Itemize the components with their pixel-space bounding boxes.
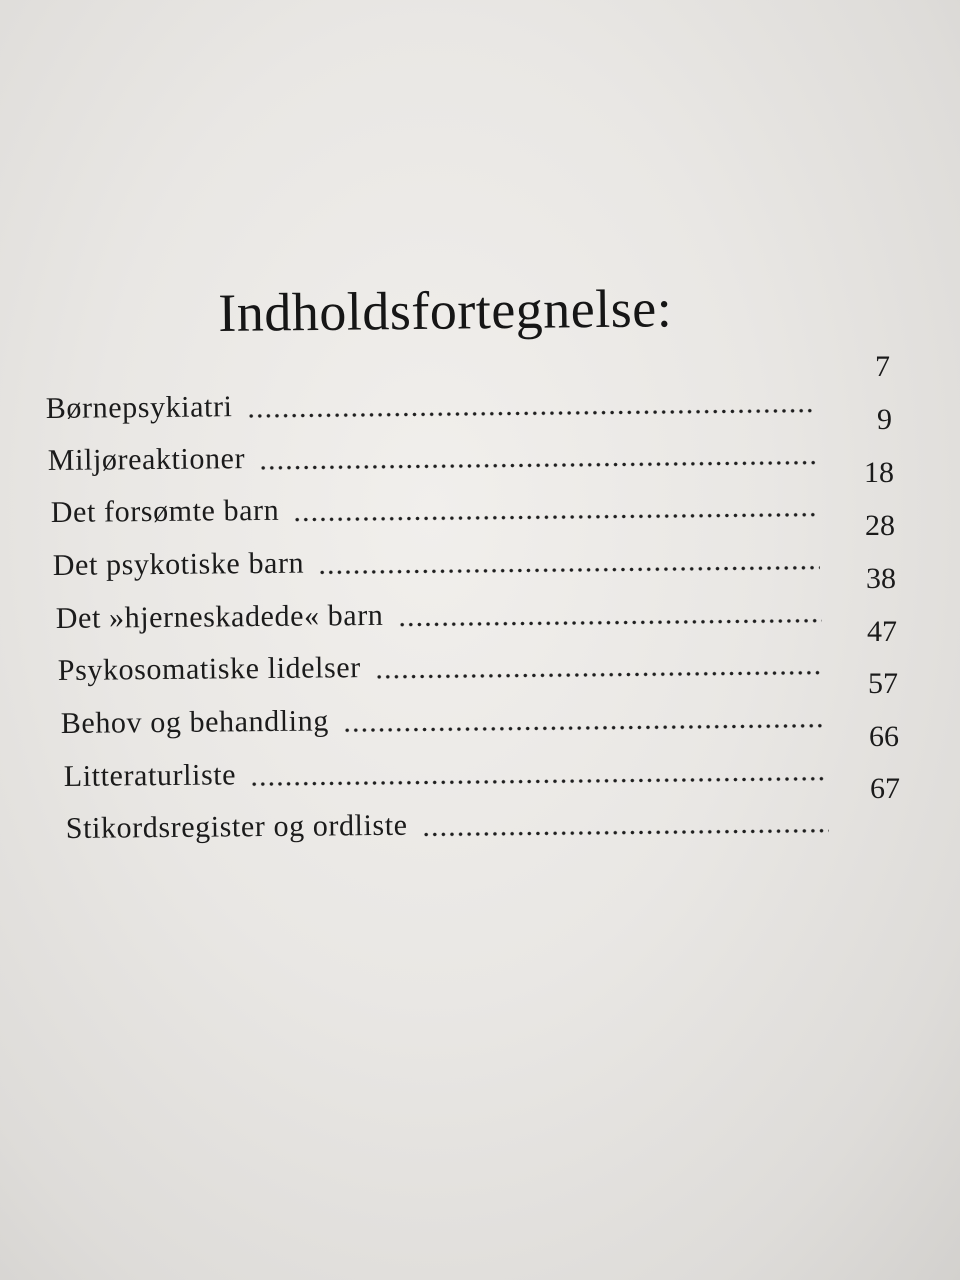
toc-entry — [46, 379, 816, 426]
toc-entry-title: Psykosomatiske lidelser — [57, 651, 361, 688]
toc-entry — [66, 799, 829, 846]
toc-entry-title: Miljøreaktioner — [47, 442, 246, 478]
toc-entry-title: Det »hjerneskadede« barn — [55, 598, 384, 636]
leader-dots — [343, 723, 825, 734]
leader-dots — [293, 512, 819, 523]
toc-entry-title: Behov og behandling — [60, 704, 330, 741]
leader-dots — [318, 565, 820, 576]
toc-entry-page: 18 — [864, 456, 894, 489]
toc-entry-page: 9 — [877, 403, 892, 436]
leader-dots — [247, 408, 816, 419]
toc-entry-title: Børnepsykiatri — [45, 390, 233, 426]
leader-dots — [397, 618, 821, 628]
toc-entry — [51, 483, 819, 530]
page-title: Indholdsfortegnelse: — [218, 278, 673, 343]
toc-entry-title: Det psykotiske barn — [52, 546, 305, 583]
toc-entry — [64, 747, 827, 794]
toc-entry — [53, 536, 820, 583]
toc-entry-page: 66 — [869, 720, 899, 753]
leader-dots — [375, 670, 823, 680]
toc-entry-title: Litteraturliste — [63, 758, 237, 794]
toc-entry — [56, 589, 822, 636]
toc-entry-page: 28 — [865, 509, 895, 542]
toc-entry-title: Stikordsregister og ordliste — [65, 808, 408, 846]
toc-entry — [61, 694, 825, 741]
toc-entry-page: 47 — [867, 615, 897, 648]
toc-entry-page: 7 — [875, 350, 890, 383]
toc-entry — [48, 431, 818, 478]
toc-entry-page: 57 — [868, 667, 898, 700]
toc-entry-page: 67 — [870, 772, 900, 805]
leader-dots — [422, 828, 829, 838]
leader-dots — [250, 776, 827, 788]
toc-entry — [58, 641, 823, 688]
leader-dots — [259, 460, 818, 471]
toc-entry-page: 38 — [866, 562, 896, 595]
toc-entry-title: Det forsømte barn — [50, 493, 280, 530]
